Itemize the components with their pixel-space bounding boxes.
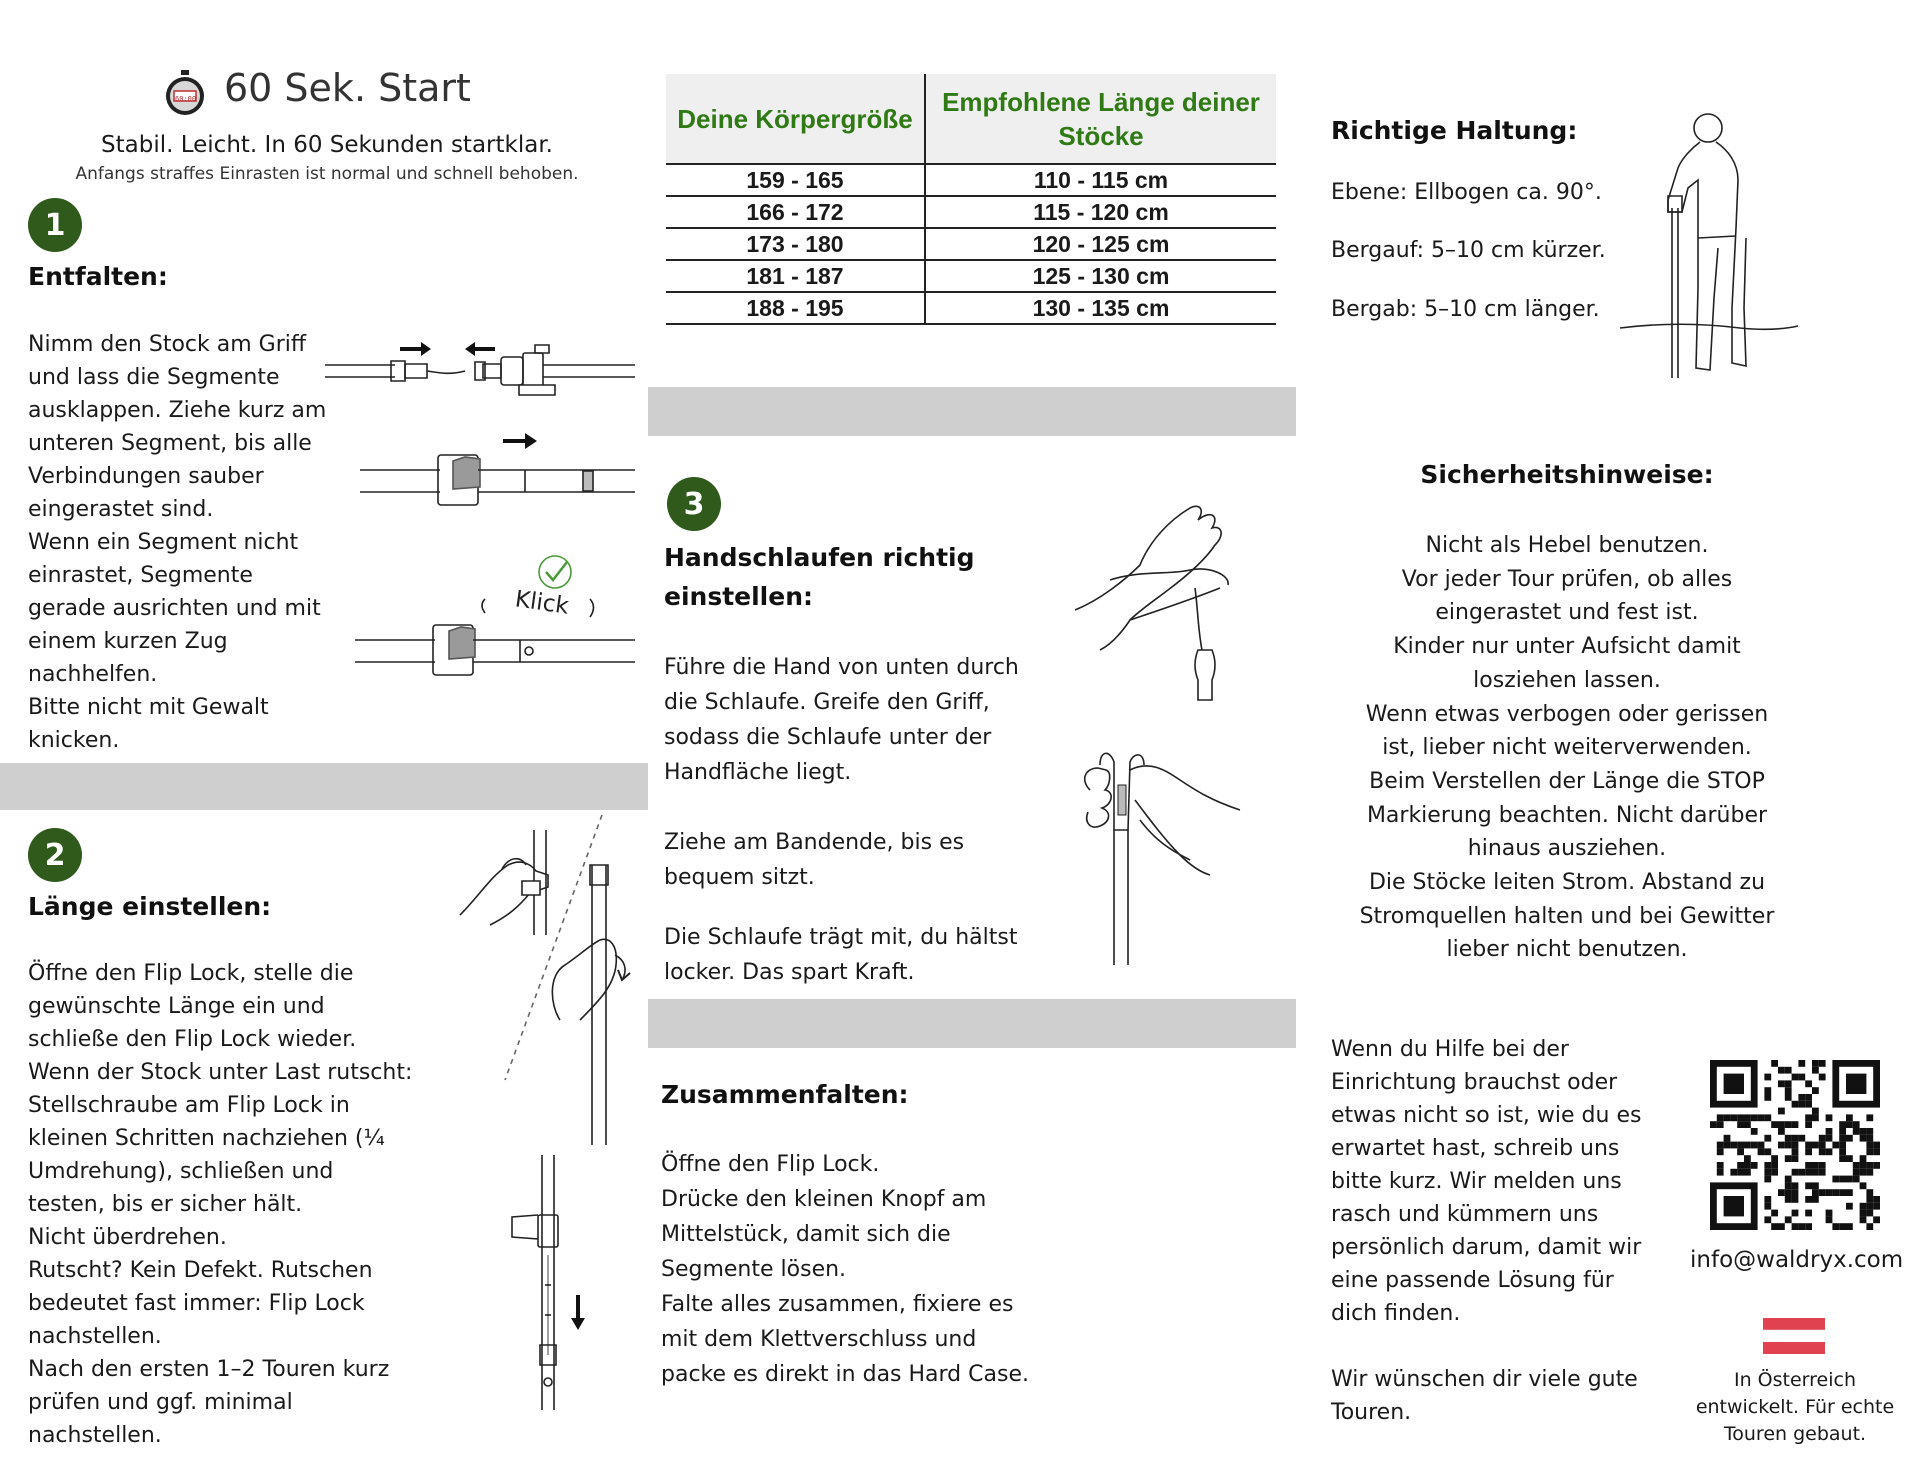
divider-middle-bottom: [648, 999, 1296, 1048]
divider-middle-top: [648, 387, 1296, 436]
table-header-height: Deine Körpergröße: [666, 74, 925, 164]
table-cell: 115 - 120 cm: [925, 196, 1276, 228]
hand-strap-illustration: [1070, 500, 1260, 970]
fold-heading: Zusammenfalten:: [661, 1080, 909, 1109]
stopwatch-readout: 60:00: [175, 95, 197, 103]
pole-unfold-illustration: [325, 335, 645, 695]
table-row: [666, 228, 1276, 260]
contact-email[interactable]: info@waldryx.com: [1690, 1247, 1904, 1273]
table-cell: 188 - 195: [666, 292, 925, 324]
table-cell: 181 - 187: [666, 260, 925, 292]
safety-heading: Sicherheitshinweise:: [1420, 460, 1714, 489]
table-cell: 110 - 115 cm: [925, 164, 1276, 196]
table-row: [666, 260, 1276, 292]
safety-text: Nicht als Hebel benutzen. Vor jeder Tour prüfen, ob alles eingerastet und fest ist. Kinder nur unter Aufsicht damit losziehen lassen. Wenn etwas verbogen oder gerissen ist, lieber nicht weiterverwenden. Beim Verstellen der Länge die STOP Markierung beachten. Nicht darüber hinaus ausziehen. Die Stöcke leiten Strom. Abstand zu Stromquellen halten und bei Gewitter lieber nicht benutzen.: [1359, 533, 1775, 963]
origin-text: In Österreich entwickelt. Für echte Touren gebaut.: [1695, 1369, 1895, 1445]
step-2-badge: 2: [28, 828, 82, 882]
divider-left: [0, 763, 648, 810]
step-3-heading: Handschlaufen richtig einstellen:: [664, 543, 975, 611]
table-row: [666, 292, 1276, 324]
table-cell: 173 - 180: [666, 228, 925, 260]
fold-text: Öffne den Flip Lock. Drücke den kleinen Knopf am Mittelstück, damit sich die Segmente lösen. Falte alles zusammen, fixiere es mit dem Klettverschluss und packe es direkt in das Hard Case.: [661, 1152, 1029, 1387]
table-cell: 125 - 130 cm: [925, 260, 1276, 292]
table-cell: 120 - 125 cm: [925, 228, 1276, 260]
contact-text: Wenn du Hilfe bei der Einrichtung brauchst oder etwas nicht so ist, wie du es erwartet hast, schreib uns bitte kurz. Wir melden uns rasch und kümmern uns persönlich darum, damit wir eine passende Lösung für dich finden.: [1331, 1037, 1642, 1326]
step-3-badge: 3: [667, 477, 721, 531]
table-header-row: [666, 74, 1276, 164]
qr-code[interactable]: [1710, 1060, 1880, 1230]
closing-text: Wir wünschen dir viele gute Touren.: [1331, 1367, 1638, 1425]
posture-figure-illustration: [1620, 108, 1800, 388]
stopwatch-icon: [164, 70, 206, 116]
table-cell: 166 - 172: [666, 196, 925, 228]
page-title: 60 Sek. Start: [224, 66, 471, 110]
posture-uphill: Bergauf: 5–10 cm kürzer.: [1331, 238, 1606, 263]
step-1-badge: 1: [28, 198, 82, 252]
size-table: [666, 74, 1276, 325]
flip-lock-illustration: [450, 815, 650, 1425]
step-1-heading: Entfalten:: [28, 262, 168, 291]
posture-heading: Richtige Haltung:: [1331, 116, 1578, 145]
header-note: Anfangs straffes Einrasten ist normal und schnell behoben.: [75, 164, 579, 184]
step-2-text: Öffne den Flip Lock, stelle die gewünschte Länge ein und schließe den Flip Lock wieder. Wenn der Stock unter Last rutscht: Stellschraube am Flip Lock in kleinen Schritten nachziehen (¼ Umdrehung), schließen und testen, bis er sicher hält. Nicht überdrehen. Rutscht? Kein Defekt. Rutschen bedeutet fast immer: Flip Lock nachstellen. Nach den ersten 1–2 Touren kurz prüfen und ggf. minimal nachstellen.: [28, 961, 413, 1448]
step-3-text: Führe die Hand von unten durch die Schlaufe. Greife den Griff, sodass die Schlaufe unter der Handfläche liegt. Ziehe am Bandende, bis es bequem sitzt. Die Schlaufe trägt mit, du hältst locker. Das spart Kraft.: [664, 655, 1019, 985]
posture-downhill: Bergab: 5–10 cm länger.: [1331, 297, 1600, 322]
click-label: Klick: [513, 586, 571, 620]
table-header-length: Empfohlene Länge deiner Stöcke: [925, 74, 1276, 164]
posture-flat: Ebene: Ellbogen ca. 90°.: [1331, 180, 1602, 205]
tagline: Stabil. Leicht. In 60 Sekunden startklar.: [101, 132, 553, 158]
table-row: [666, 196, 1276, 228]
austria-flag-icon: [1763, 1318, 1825, 1354]
table-row: [666, 164, 1276, 196]
table-cell: 159 - 165: [666, 164, 925, 196]
table-cell: 130 - 135 cm: [925, 292, 1276, 324]
step-2-heading: Länge einstellen:: [28, 892, 272, 921]
step-1-text: Nimm den Stock am Griff und lass die Segmente ausklappen. Ziehe kurz am unteren Segment, bis alle Verbindungen sauber eingerastet sind. Wenn ein Segment nicht einrastet, Segmente gerade ausrichten und mit einem kurzen Zug nachhelfen. Bitte nicht mit Gewalt knicken.: [28, 332, 327, 753]
